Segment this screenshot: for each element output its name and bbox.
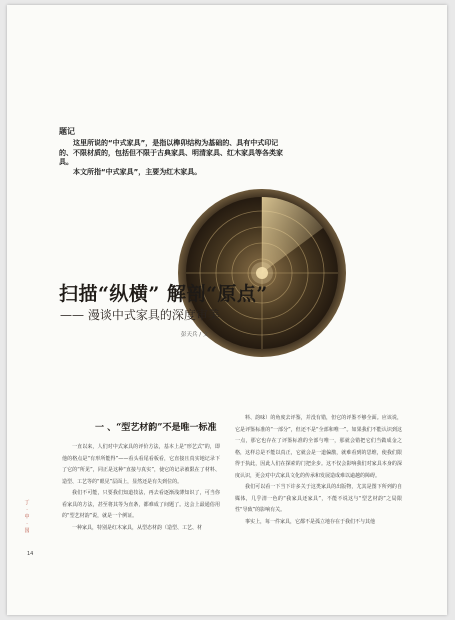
left-paragraph: 一直以来，人们对中式家具的评价方法，基本上是“形艺式”的，即他的格点是“有形所能得”——看头看尾看板看，它直接且真实地记录下了它的“所见”，同正是这种“直接与真实”，使它的记录被限在了材料、造型、工艺等的“眼见”层面上，显然还是有失到位的。	[62, 444, 220, 485]
preface-paragraph-1: 这里所说的“中式家具”，是指以榫卯结构为基础的、具有中式印记的、不限材质的，包括但不限于古典家具、明清家具、红木家具等各类家具。	[59, 139, 283, 167]
article-author: 彭天兵 / 文	[181, 332, 209, 338]
article-title: 扫描“纵横” 解剖“原点”	[59, 283, 268, 305]
right-paragraph: 事实上，每一件家具，它都不是孤立地存在于我们不与其他	[245, 518, 376, 525]
right-paragraph: 料、韵味）的角度去评鉴，并没有错，但它的评鉴不够全面。应该说，它是评鉴标准的“一部分”，但还不是“全部和唯一”。如果我们不能认识到这一点，那它也存在了评鉴标准的全部与唯一，那就会错把它们当做成金之格，这样总是不能以真正，它就会是一道偏激，就难看到的思维，使我们限得于执此，因此人们在探索的门把企步。这不仅会影响我们对家具本身的深度认识，更会对中式家具文化的传承和发展造成难以逾越的障碍。	[235, 415, 402, 479]
section-heading: 一 、“型艺材韵”不是唯一标准	[95, 423, 217, 433]
right-column	[235, 413, 402, 528]
right-paragraph: 我们可以看一下当下许多关于这类家具的出版物，尤其是图下所列的自媒体，几乎清一色的“我家具还家具”，不能不说这与“型艺材韵”之局限性“导致”的影响有关。	[235, 484, 402, 513]
magazine-page	[7, 5, 447, 615]
left-column	[62, 442, 220, 534]
preface-paragraph-2: 本文所指“中式家具”，主要为红木家具。	[73, 168, 202, 176]
preface-title: 题记	[59, 127, 75, 136]
side-section-mark: 丁·中·国	[24, 500, 30, 534]
left-paragraph: 我们不可能，只要我们知道技法，再去看逐渐浅薄知识了，可当你看家具的方法，甚至将其等为直条，都难成了间题了。这会上最通俗用的“型艺材韵”说，就是一个例证。	[62, 490, 220, 519]
article-subtitle: —— 漫谈中式家具的深度审美	[60, 308, 220, 322]
page-number: 14	[27, 551, 34, 557]
left-paragraph: 一种家具，特别是红木家具，从型态材韵（造型、工艺、材	[72, 524, 203, 531]
